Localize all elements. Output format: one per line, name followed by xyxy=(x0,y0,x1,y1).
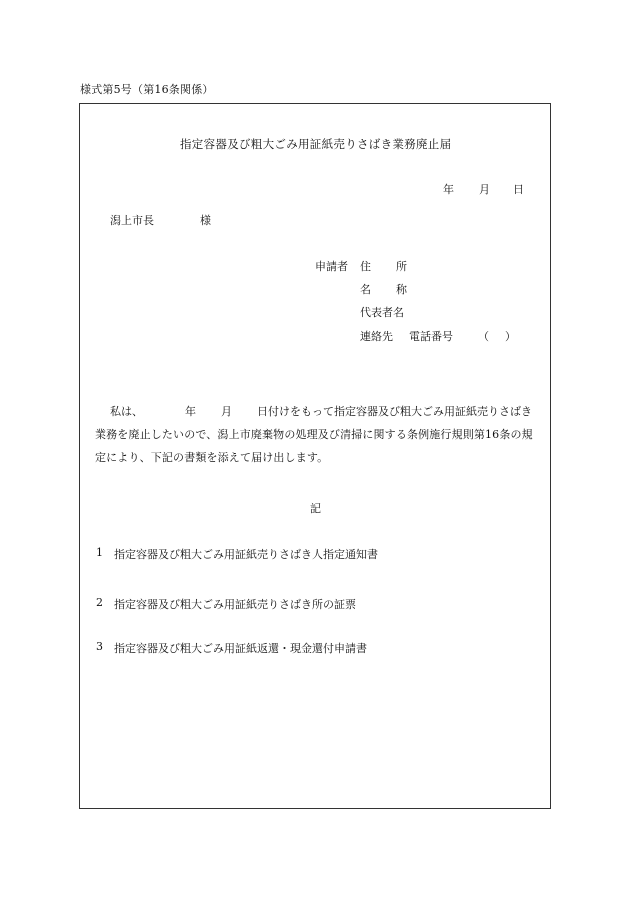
name-label-first: 名 xyxy=(360,283,371,296)
representative-label: 代表者名 xyxy=(360,306,404,319)
applicant-label: 申請者 xyxy=(315,260,348,273)
address-label-first: 住 xyxy=(360,260,371,273)
date-day-label: 日 xyxy=(513,183,524,196)
item-text: 指定容器及び粗大ごみ用証紙売りさばき所の証票 xyxy=(114,598,356,611)
body-line1-month: 月 xyxy=(221,405,232,418)
addressee-honorific: 様 xyxy=(200,214,211,227)
body-line3: 定により、下記の書類を添えて届け出します。 xyxy=(95,451,329,464)
document-title: 指定容器及び粗大ごみ用証紙売りさばき業務廃止届 xyxy=(180,137,452,151)
phone-label: 電話番号 xyxy=(409,330,453,343)
form-number: 様式第5号（第16条関係） xyxy=(80,83,214,96)
name-label-second: 称 xyxy=(396,283,407,296)
item-text: 指定容器及び粗大ごみ用証紙返還・現金還付申請書 xyxy=(114,642,367,655)
body-line1-year: 年 xyxy=(185,405,196,418)
item-number: 3 xyxy=(96,640,103,653)
item-text: 指定容器及び粗大ごみ用証紙売りさばき人指定通知書 xyxy=(114,548,378,561)
body-line1-start: 私は、 xyxy=(110,405,143,418)
date-year-label: 年 xyxy=(443,183,454,196)
ki-heading: 記 xyxy=(310,502,321,515)
body-line2: 業務を廃止したいので、潟上市廃棄物の処理及び清掃に関する条例施行規則第16条の規 xyxy=(95,428,533,441)
addressee-name: 潟上市長 xyxy=(110,214,154,227)
address-label-second: 所 xyxy=(396,260,407,273)
item-number: 2 xyxy=(96,596,103,609)
phone-paren-open: （ xyxy=(478,330,489,343)
phone-paren-close: ） xyxy=(505,330,516,343)
item-number: 1 xyxy=(96,546,103,559)
body-line1-rest: 日付けをもって指定容器及び粗大ごみ用証紙売りさばき xyxy=(257,405,532,418)
date-month-label: 月 xyxy=(479,183,490,196)
contact-label: 連絡先 xyxy=(360,330,393,343)
